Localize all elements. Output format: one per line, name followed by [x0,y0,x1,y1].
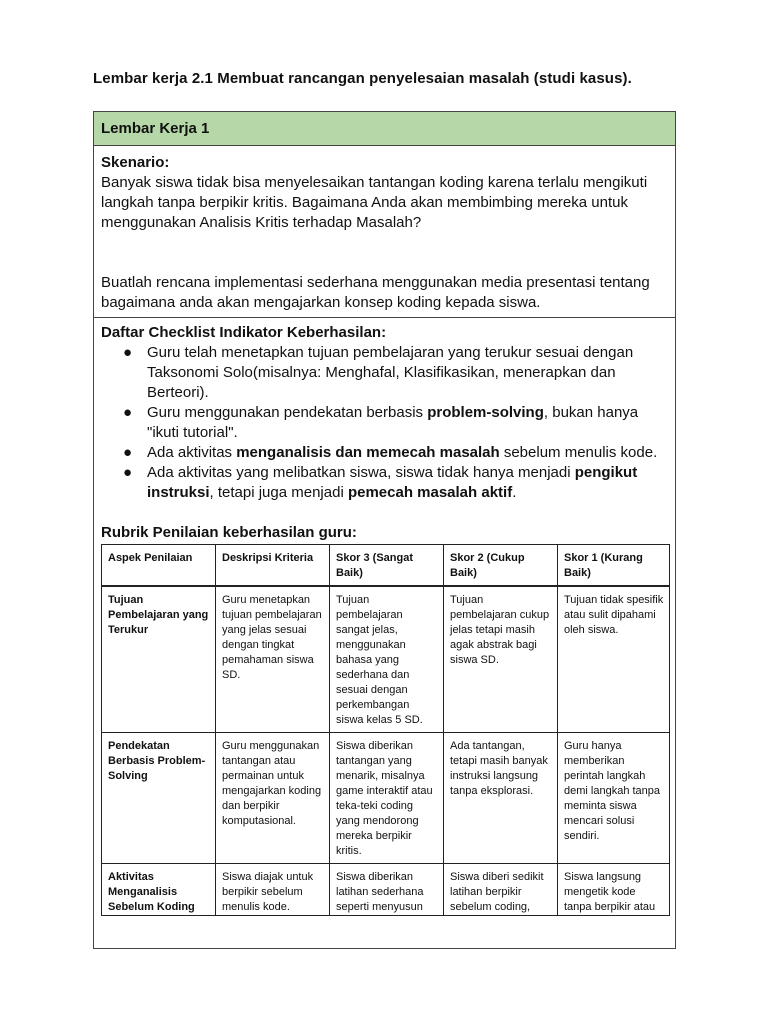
header-cell: Skor 1 (Kurang Baik) [558,545,670,587]
checklist-item [101,403,668,443]
rubric-label: Rubrik Penilaian keberhasilan guru: [101,524,357,541]
worksheet-header: Lembar Kerja 1 [94,112,675,146]
checklist-item [101,343,668,403]
scenario-section [94,146,675,318]
checklist-emphasis: pengikut instruksi [147,464,638,501]
table-row [102,864,670,916]
checklist-text: , tetapi juga menjadi [209,484,348,501]
table-cell: Siswa diberikan tantangan yang menarik, misalnya game interaktif atau teka-teki coding yang mendorong mereka berpikir kritis. [330,733,444,864]
header-cell: Skor 2 (Cukup Baik) [444,545,558,587]
table-cell: Guru menetapkan tujuan pembelajaran yang jelas sesuai dengan tingkat pemahaman siswa SD. [216,586,330,733]
checklist-list [101,343,668,503]
checklist-text: sebelum menulis kode. [499,444,658,461]
table-cell: Guru menggunakan tantangan atau permainan untuk mengajarkan koding dan berpikir komputasional. [216,733,330,864]
checklist-emphasis: problem-solving [427,404,544,421]
checklist-text: Ada aktivitas yang melibatkan siswa, siswa tidak hanya menjadi [147,464,575,481]
table-cell: Tujuan Pembelajaran yang Terukur [102,586,216,733]
bullet-icon: ● [123,464,133,481]
table-cell: Siswa diberikan latihan sederhana seperti menyusun [330,864,444,916]
checklist-item [101,443,668,463]
checklist-item [101,463,668,503]
bullet-icon: ● [123,344,133,361]
checklist-text: . [512,484,517,501]
scenario-text: Banyak siswa tidak bisa menyelesaikan tantangan koding karena terlalu mengikuti langkah tanpa berpikir kritis. Bagaimana Anda akan membimbing mereka untuk menggunakan Analisis Kritis terhadap Masalah? [101,174,648,231]
bullet-icon: ● [123,404,133,421]
table-cell: Aktivitas Menganalisis Sebelum Koding [102,864,216,916]
table-header-row [102,545,670,587]
table-cell: Tujuan pembelajaran cukup jelas tetapi masih agak abstrak bagi siswa SD. [444,586,558,733]
scenario-label: Skenario: [101,154,170,171]
table-cell: Guru hanya memberikan perintah langkah demi langkah tanpa meminta siswa mencari solusi sendiri. [558,733,670,864]
checklist-section [94,318,675,503]
table-cell: Ada tantangan, tetapi masih banyak instruksi langsung tanpa eksplorasi. [444,733,558,864]
table-cell: Siswa diajak untuk berpikir sebelum menulis kode. [216,864,330,916]
document-title: Lembar kerja 2.1 Membuat rancangan penyelesaian masalah (studi kasus). [93,70,632,87]
table-cell: Siswa langsung mengetik kode tanpa berpikir atau [558,864,670,916]
checklist-emphasis: pemecah masalah aktif [347,484,513,501]
checklist-text: Guru menggunakan pendekatan berbasis [147,404,428,421]
table-cell: Tujuan tidak spesifik atau sulit dipahami oleh siswa. [558,586,670,733]
table-row [102,586,670,733]
table-cell: Pendekatan Berbasis Problem-Solving [102,733,216,864]
checklist-label: Daftar Checklist Indikator Keberhasilan: [101,324,387,341]
table-row [102,733,670,864]
checklist-text: Ada aktivitas [147,444,237,461]
worksheet-box [93,111,676,949]
rubric-table [101,544,670,916]
header-cell: Skor 3 (Sangat Baik) [330,545,444,587]
header-cell: Aspek Penilaian [102,545,216,587]
table-cell: Tujuan pembelajaran sangat jelas, menggunakan bahasa yang sederhana dan sesuai dengan perkembangan siswa kelas 5 SD. [330,586,444,733]
checklist-text: Guru telah menetapkan tujuan pembelajaran yang terukur sesuai dengan Taksonomi Solo(misalnya: Menghafal, Klasifikasikan, menerapkan dan Berteori). [147,344,634,401]
checklist-emphasis: menganalisis dan memecah masalah [236,444,500,461]
checklist-text: , bukan hanya "ikuti tutorial". [147,404,639,441]
bullet-icon: ● [123,444,133,461]
table-cell: Siswa diberi sedikit latihan berpikir sebelum coding, [444,864,558,916]
header-cell: Deskripsi Kriteria [216,545,330,587]
scenario-instruction: Buatlah rencana implementasi sederhana menggunakan media presentasi tentang bagaimana anda akan mengajarkan konsep koding kepada siswa. [101,274,650,311]
